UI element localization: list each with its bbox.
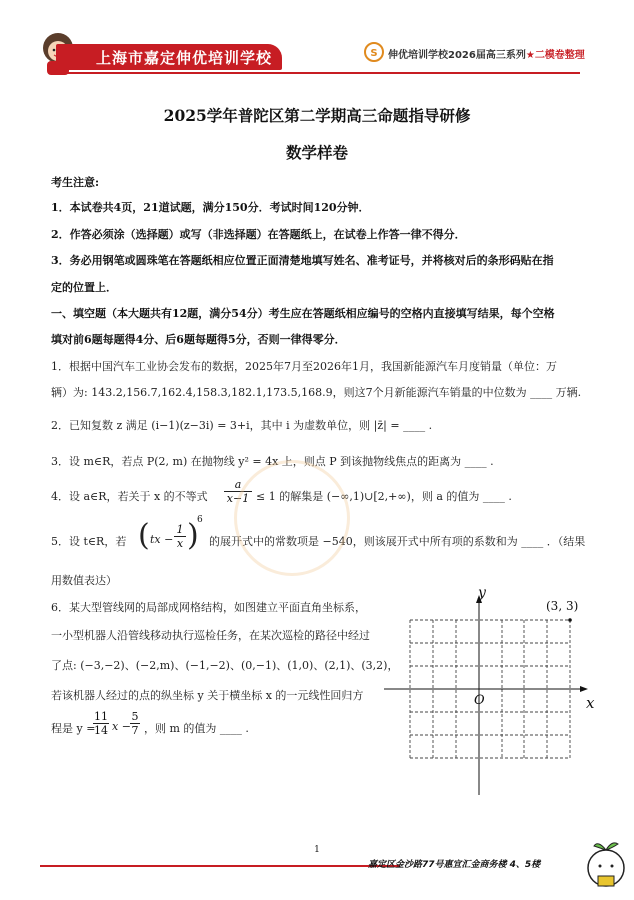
series-prefix: 伸优培训学校2026届高三系列: [388, 50, 526, 61]
svg-text:S: S: [370, 48, 378, 59]
section-heading-line1: 一、填空题（本大题共有12题，满分54分）考生应在答题纸相应编号的空格内直接填写结果，每个空格: [51, 307, 555, 320]
q4-frac-den: x−1: [226, 492, 250, 505]
footer-divider: [40, 865, 400, 867]
y-axis-label: y: [478, 585, 486, 601]
footer-address: 嘉定区金沙路77号惠宜汇金商务楼 4、5楼: [368, 860, 541, 870]
question-1-line2: 辆）为: 143.2,156.7,162.4,158.3,182.1,173.5,168.9，则这7个月新能源汽车销量的中位数为 ____ 万辆.: [51, 386, 582, 399]
q6-frac2-den: 7: [131, 724, 139, 737]
question-3: 3．设 m∈R，若点 P(2, m) 在抛物线 y² = 4x 上，则点 P 到该抛物线焦点的距离为 ____ .: [51, 455, 494, 468]
question-4-suffix: ≤ 1 的解集是 (−∞,1)∪[2,+∞)，则 a 的值为 ____ .: [256, 490, 512, 503]
q5-left-paren: (: [138, 518, 150, 553]
question-6-line4: 若该机器人经过的点的纵坐标 y 关于横坐标 x 的一元线性回归方: [51, 689, 364, 702]
notice-item-1: 1．本试卷共4页，21道试题，满分150分．考试时间120分钟．: [51, 201, 370, 214]
question-6-line1: 6．某大型管线网的局部成网格结构，如图建立平面直角坐标系，: [51, 601, 366, 614]
q4-frac-num: a: [224, 478, 252, 492]
header-divider: [60, 72, 580, 74]
point-label: (3, 3): [546, 599, 579, 613]
q5-fraction: [174, 523, 186, 550]
question-5-suffix: 的展开式中的常数项是 −540，则该展开式中所有项的系数和为 ____ ．（结果: [209, 535, 586, 548]
school-banner: [56, 44, 282, 70]
q6-eq-suffix: ，则 m 的值为 ____ .: [144, 722, 249, 735]
notice-item-2: 2．作答必须涂（选择题）或写（非选择题）在答题纸上，在试卷上作答一律不得分．: [51, 228, 466, 241]
notice-item-3-cont: 定的位置上．: [51, 281, 117, 294]
series-label: [388, 46, 585, 61]
q6-frac1: [93, 710, 109, 737]
origin-label: O: [474, 693, 485, 708]
q5-frac-num: 1: [174, 523, 186, 537]
q6-eq-mid: x −: [112, 720, 131, 733]
question-5-prefix: 5．设 t∈R，若: [51, 535, 127, 548]
q5-power: 6: [197, 515, 203, 525]
star-icon: ★: [525, 50, 535, 61]
question-6-line3: 了点: (−3,−2)、(−2,m)、(−1,−2)、(0,−1)、(1,0)、(2,1)、(3,2)，: [51, 659, 399, 672]
notice-item-3: 3．务必用钢笔或圆珠笔在答题纸相应位置正面清楚地填写姓名、准考证号，并将核对后的条形码贴在指: [51, 254, 554, 267]
section-heading-line2: 填对前6题每题得4分、后6题每题得5分，否则一律得零分．: [51, 333, 346, 346]
page-number: 1: [314, 845, 320, 855]
q5-frac-den: x: [176, 537, 184, 550]
exam-subtitle: 数学样卷: [285, 143, 348, 162]
q6-frac2-num: 5: [131, 710, 139, 723]
q6-frac2: [130, 710, 140, 737]
question-4-prefix: 4．设 a∈R，若关于 x 的不等式: [51, 490, 208, 503]
question-5-line2: 用数值表达）: [51, 574, 117, 587]
notice-heading: 考生注意:: [51, 176, 100, 189]
q6-eq-prefix: 程是 y =: [51, 722, 96, 735]
school-banner-text: 上海市嘉定伸优培训学校: [96, 49, 273, 67]
q5-expr: tx −: [150, 533, 174, 546]
q6-frac1-num: 11: [94, 710, 108, 723]
mascot-icon: [582, 832, 630, 892]
point-3-3: [568, 618, 572, 622]
watermark-logo: [234, 460, 350, 576]
q5-right-paren: ): [187, 518, 199, 553]
series-suffix: 二模卷整理: [534, 50, 585, 61]
x-axis-label: x: [586, 694, 595, 712]
exam-title: 2025学年普陀区第二学期高三命题指导研修: [163, 106, 471, 125]
question-2: 2．已知复数 z 满足 (i−1)(z−3i) = 3+i，其中 i 为虚数单位，则 |z̄| = ____ .: [51, 419, 433, 432]
question-6-line2: 一小型机器人沿管线移动执行巡检任务，在某次巡检的路径中经过: [51, 629, 370, 642]
school-logo-icon: [364, 42, 384, 62]
coordinate-grid: [380, 585, 600, 805]
x-axis-arrow-icon: [580, 686, 588, 692]
q6-frac1-den: 14: [94, 724, 108, 737]
question-1-line1: 1．根据中国汽车工业协会发布的数据，2025年7月至2026年1月，我国新能源汽车月度销量（单位：万: [51, 360, 557, 373]
